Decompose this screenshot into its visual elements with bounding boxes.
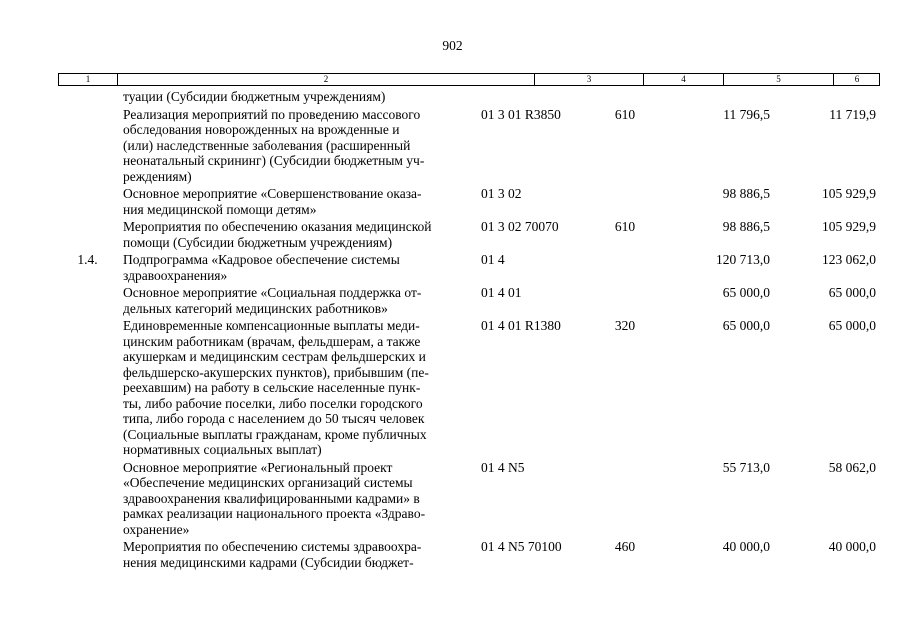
row-value-col6: 105 929,9 [822, 186, 876, 201]
row-code: 01 4 01 R1380 [481, 318, 561, 333]
row-expense-type: 460 [614, 539, 636, 554]
row-value-col5: 55 713,0 [722, 459, 770, 475]
row-name: Мероприятия по обеспечению системы здравоохра- нения медицинскими кадрами (Субсидии бюджет- [123, 539, 422, 570]
row-code: 01 3 01 R3850 [481, 106, 561, 122]
row-value-col5: 40 000,0 [722, 539, 770, 554]
table-body [0, 89, 905, 572]
table-row [0, 219, 905, 250]
row-code: 01 3 02 70070 [481, 219, 559, 234]
table-row [0, 285, 905, 316]
row-expense-type: 320 [614, 318, 636, 333]
row-code: 01 4 N5 [481, 459, 525, 475]
row-value-col5: 98 886,5 [722, 219, 770, 234]
table-row [0, 107, 905, 185]
row-expense-type: 610 [614, 106, 636, 122]
row-name: Мероприятия по обеспечению оказания медицинской помощи (Субсидии бюджетным учреждениям) [123, 219, 432, 250]
row-number: 1.4. [77, 252, 98, 267]
column-header-5: 5 [724, 74, 834, 85]
column-header-2: 2 [118, 74, 535, 85]
table-row [0, 252, 905, 283]
table-row [0, 318, 905, 458]
row-name: Основное мероприятие «Совершенствование оказа- ния медицинской помощи детям» [123, 186, 422, 217]
row-value-col6: 65 000,0 [828, 285, 876, 300]
table-row [0, 186, 905, 217]
row-value-col5: 65 000,0 [722, 318, 770, 333]
table-row [0, 460, 905, 538]
row-name: туации (Субсидии бюджетным учреждениям) [123, 89, 386, 104]
row-value-col6: 123 062,0 [822, 252, 876, 267]
column-header-6: 6 [854, 74, 860, 84]
row-name: Подпрограмма «Кадровое обеспечение системы здравоохранения» [123, 252, 400, 283]
row-code: 01 3 02 [481, 186, 522, 201]
row-value-col6: 58 062,0 [828, 459, 876, 475]
page-number: 902 [442, 38, 463, 53]
table-row [0, 89, 905, 105]
row-name: Единовременные компенсационные выплаты меди- цинским работникам (врачам, фельдшерам, а также акушеркам и медицинским сестрам фельдшерских и фельдшерско-акушерских пунктов), прибывшим (пе- реехавшим) на работу в сельские населенные пунк- ты, либо рабочие поселки, либо поселки городского типа, либо города с населением до 50 тысяч человек (Социальные выплаты гражданам, кроме публичных нормативных социальных выплат) [123, 318, 429, 457]
row-name: Реализация мероприятий по проведению массового обследования новорожденных на врожденные и (или) наследственные заболевания (расширенный неонатальный скрининг) (Субсидии бюджетным уч- реждениям) [123, 106, 425, 184]
row-expense-type: 610 [614, 219, 636, 234]
row-value-col6: 65 000,0 [828, 318, 876, 333]
row-value-col5: 98 886,5 [722, 186, 770, 201]
row-name: Основное мероприятие «Региональный проект «Обеспечение медицинских организаций системы здравоохранения квалифицированными кадрами» в рамках реализации национального проекта «Здраво- охранение» [123, 459, 426, 537]
row-value-col5: 120 713,0 [716, 252, 770, 267]
column-header-1: 1 [59, 74, 118, 85]
row-value-col5: 65 000,0 [722, 285, 770, 300]
row-name: Основное мероприятие «Социальная поддержка от- дельных категорий медицинских работников» [123, 285, 422, 316]
row-value-col5: 11 796,5 [723, 106, 770, 122]
row-code: 01 4 01 [481, 285, 522, 300]
row-value-col6: 105 929,9 [822, 219, 876, 234]
table-header [58, 73, 880, 86]
column-header-3: 3 [535, 74, 644, 85]
column-header-4: 4 [644, 74, 724, 85]
row-value-col6: 11 719,9 [829, 106, 876, 122]
table-row [0, 539, 905, 570]
row-code: 01 4 N5 70100 [481, 539, 562, 554]
row-code: 01 4 [481, 252, 505, 267]
row-value-col6: 40 000,0 [828, 539, 876, 554]
